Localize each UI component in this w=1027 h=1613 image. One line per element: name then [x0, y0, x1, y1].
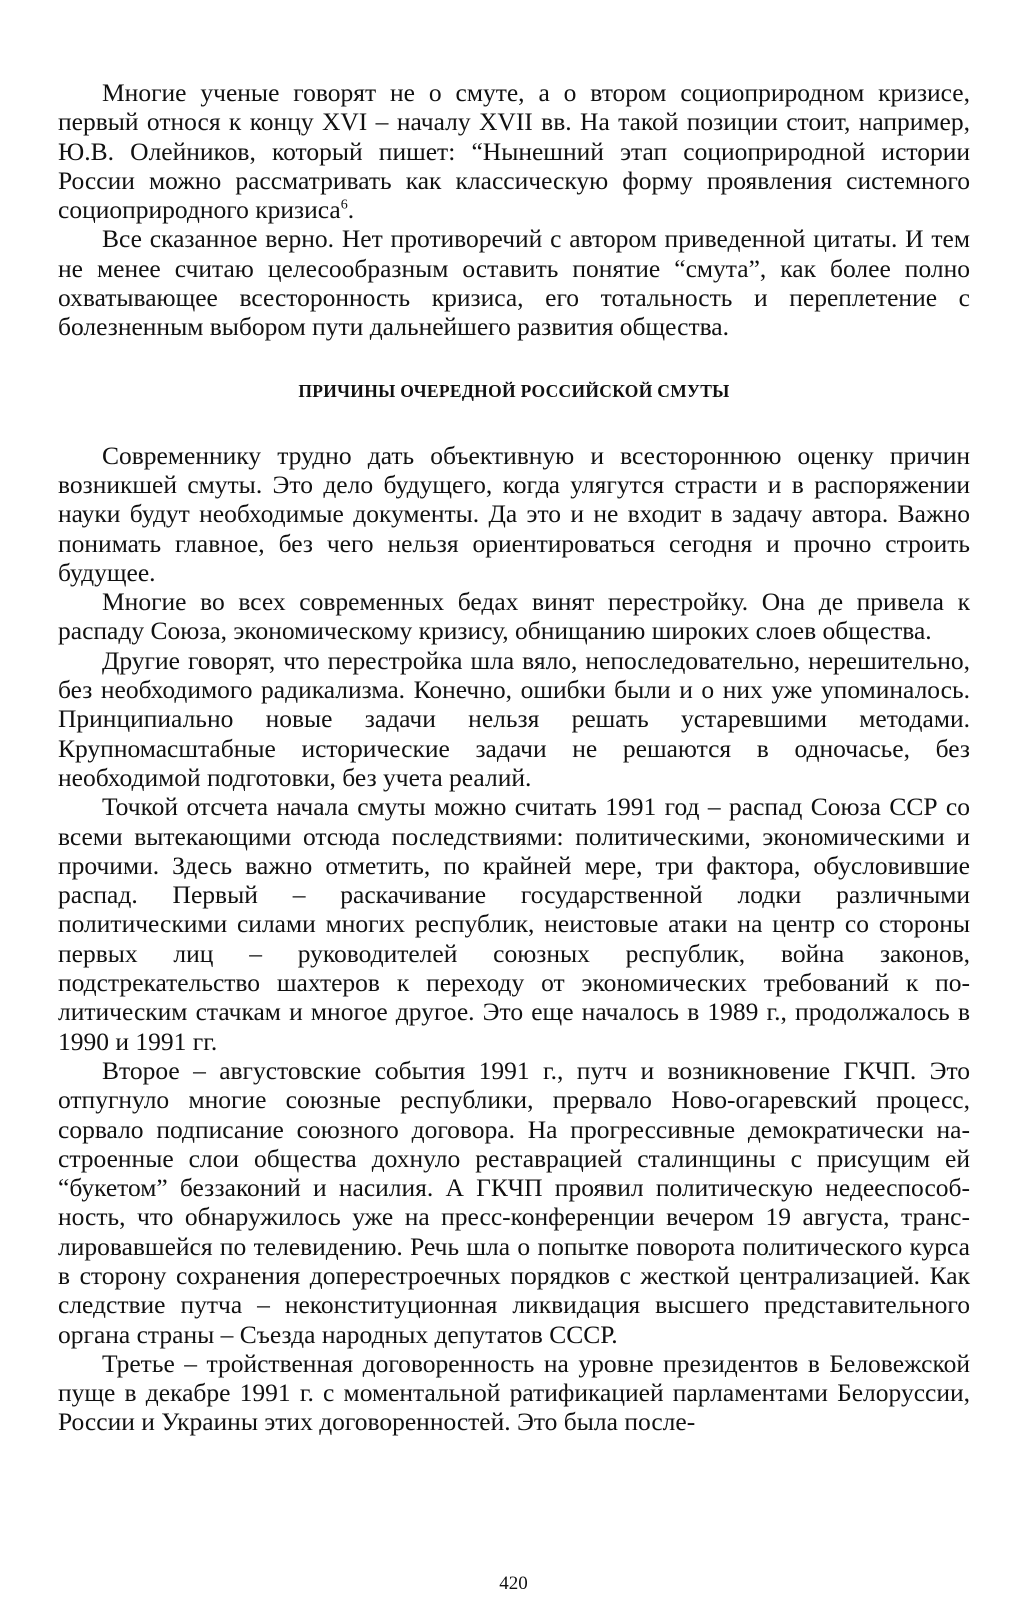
body-paragraph: Другие говорят, что перестройка шла вяло, непоследовательно, нерешительно, без необходимого радикализма. Конечно, ошибки были и о них уже упоминалось. Принципиально новые задачи нельзя решать устаревшими методами. Крупномасштабные исторические задачи не решаются в одночасье, без необходимой подготовки, без учета реалий.	[58, 645, 970, 792]
body-paragraph: Точкой отсчета начала смуты можно считать 1991 год – распад Союза ССР со всеми вытекающими отсюда последствиями: политическими, экономическими и прочими. Здесь важно отметить, по крайней мере, три фактора, обусловившие распад. Первый – раскачивание государственной лодки различными политическими силами многих республик, неистовые атаки на центр со стороны первых лиц – руководителей союзных республик, война законов, подстрекательство шахтеров к переходу от экономических требований к политическим стачкам и многое другое. Это еще началось в 1989 г., продолжалось в 1990 и 1991 гг.	[58, 792, 970, 1056]
section-body	[58, 441, 970, 1437]
page-number: 420	[499, 1573, 528, 1594]
body-paragraph: Многие во всех современных бедах винят перестройку. Она де привела к распаду Союза, экономическому кризису, обнищанию широких слоев общества.	[58, 587, 970, 646]
section-heading: ПРИЧИНЫ ОЧЕРЕДНОЙ РОССИЙСКОЙ СМУТЫ	[298, 380, 730, 401]
body-paragraph: Третье – тройственная договоренность на уровне президентов в Беловежской пуще в декабре 1991 г. с моментальной ратификацией парламентами Белоруссии, России и Украины этих договоренностей. Это была после-	[58, 1348, 970, 1437]
intro-paragraph	[58, 78, 970, 224]
intro-paragraph-1-end: .	[347, 195, 355, 225]
body-paragraph: Современнику трудно дать объективную и всестороннюю оценку причин возникшей смуты. Это дело будущего, когда улягутся страсти и в распоряжении науки будут необходимые документы. Да это и не входит в задачу автора. Важно понимать главное, без чего нельзя ориентироваться сегодня и прочно строить будущее.	[58, 440, 970, 587]
intro-paragraph-1-text: Многие ученые говорят не о смуте, а о втором социоприродном кризисе, первый относя к концу XVI – началу XVII вв. На такой позиции стоит, например, Ю.В. Олейников, который пишет: “Нынешний этап социоприродной истории России можно рассматривать как классическую форму проявления системного социоприродного кризиса	[58, 78, 970, 225]
footnote-marker: 6	[340, 197, 348, 213]
intro-paragraph: Все сказанное верно. Нет противоречий с автором приведенной цитаты. И тем не менее считаю целесообразным оставить понятие “смута”, как более полно охватывающее всесторонность кризиса, его тотальность и переплетение с болезненным выбором пути дальнейшего развития общества.	[58, 224, 970, 342]
page-text	[58, 78, 970, 1437]
body-paragraph: Второе – августовские события 1991 г., путч и возникновение ГКЧП. Это отпугнуло многие союзные республики, прервало Ново-огаревский процесс, сорвало подписание союзного договора. На прогрессивные демократически настроенные слои общества дохнуло реставрацией сталинщины с присущим ей “букетом” беззаконий и насилия. А ГКЧП проявил политическую недееспособность, что обнаружилось уже на пресс-конференции вечером 19 августа, транслировавшейся по телевидению. Речь шла о попытке поворота политического курса в сторону сохранения доперестроечных порядков с жесткой централизацией. Как следствие путча – неконституционная ликвидация высшего представительного органа страны – Съезда народных депутатов СССР.	[58, 1055, 970, 1349]
